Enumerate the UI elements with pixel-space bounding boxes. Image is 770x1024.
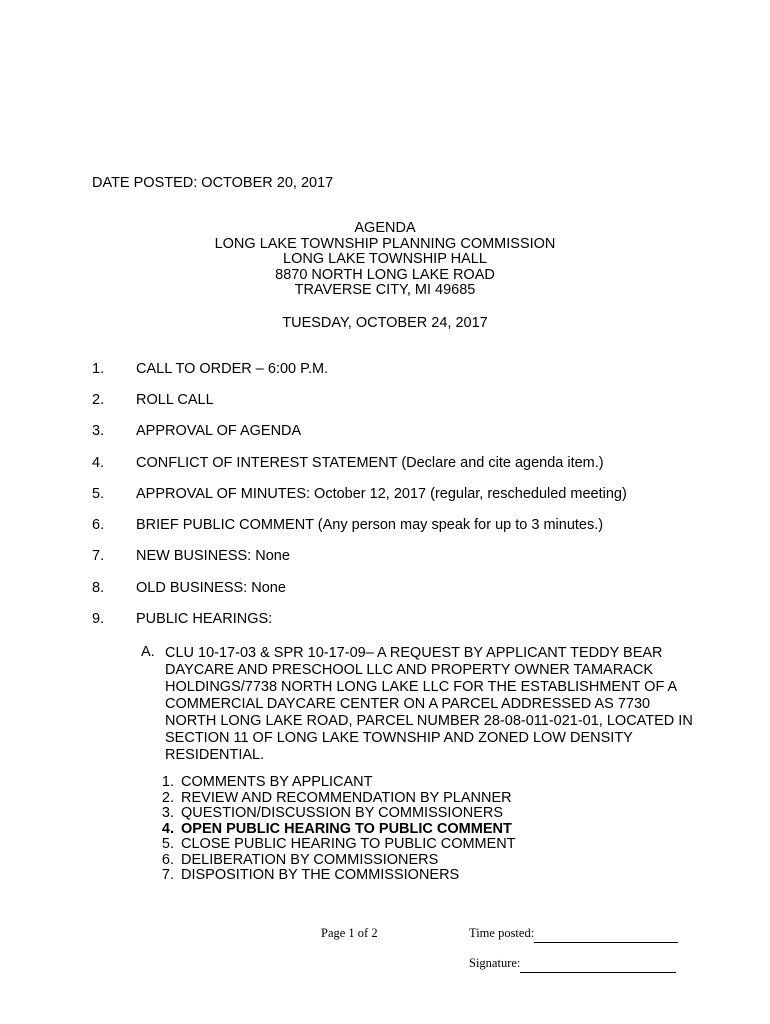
- date-posted: DATE POSTED: OCTOBER 20, 2017: [92, 175, 334, 191]
- item-number: 7.: [92, 548, 105, 564]
- venue-city: TRAVERSE CITY, MI 49685: [294, 282, 476, 298]
- hearing-line: COMMERCIAL DAYCARE CENTER ON A PARCEL ADDRESSED AS 7730: [165, 696, 651, 712]
- hearing-description: [165, 645, 705, 764]
- agenda-title: AGENDA: [354, 220, 416, 236]
- hearing-line: RESIDENTIAL.: [165, 747, 265, 763]
- time-posted-field: [469, 926, 678, 943]
- page-number: Page 1 of 2: [321, 926, 378, 940]
- step-number: 6.: [161, 851, 174, 868]
- agenda-header: [0, 221, 770, 299]
- venue-name: LONG LAKE TOWNSHIP HALL: [283, 251, 487, 267]
- step-number: 7.: [161, 867, 174, 883]
- item-text: NEW BUSINESS: None: [136, 548, 290, 564]
- hearing-letter: A.: [141, 644, 155, 660]
- item-text: BRIEF PUBLIC COMMENT (Any person may speak for up to 3 minutes.): [136, 517, 604, 533]
- hearing-line: NORTH LONG LAKE ROAD, PARCEL NUMBER 28-08-011-021-01, LOCATED IN: [165, 713, 693, 729]
- venue-street: 8870 NORTH LONG LAKE ROAD: [275, 266, 495, 283]
- item-number: 4.: [92, 455, 105, 471]
- item-text: CALL TO ORDER – 6:00 P.M.: [136, 361, 329, 377]
- signature-label: Signature:: [469, 956, 521, 970]
- item-number: 9.: [92, 611, 105, 627]
- organization-name: LONG LAKE TOWNSHIP PLANNING COMMISSION: [214, 235, 556, 252]
- item-number: 2.: [92, 392, 105, 408]
- item-text: CONFLICT OF INTEREST STATEMENT (Declare and cite agenda item.): [136, 455, 604, 471]
- step-text: DELIBERATION BY COMMISSIONERS: [181, 851, 439, 868]
- item-number: 8.: [92, 580, 105, 596]
- hearing-line: DAYCARE AND PRESCHOOL LLC AND PROPERTY OWNER TAMARACK: [165, 662, 654, 678]
- item-number: 6.: [92, 517, 105, 533]
- step-text: OPEN PUBLIC HEARING TO PUBLIC COMMENT: [181, 820, 512, 837]
- item-text: OLD BUSINESS: None: [136, 580, 286, 596]
- item-text: PUBLIC HEARINGS:: [136, 611, 273, 627]
- signature-blank-line: [520, 956, 676, 973]
- step-text: CLOSE PUBLIC HEARING TO PUBLIC COMMENT: [181, 836, 516, 852]
- step-number: 3.: [161, 805, 174, 821]
- item-number: 5.: [92, 486, 105, 502]
- item-number: 1.: [92, 361, 105, 377]
- step-number: 5.: [161, 836, 174, 852]
- hearing-line: HOLDINGS/7738 NORTH LONG LAKE LLC FOR THE ESTABLISHMENT OF A: [165, 679, 678, 695]
- step-text: REVIEW AND RECOMMENDATION BY PLANNER: [181, 789, 512, 806]
- item-text: APPROVAL OF MINUTES: October 12, 2017 (regular, rescheduled meeting): [136, 486, 627, 502]
- time-posted-label: Time posted:: [469, 926, 535, 940]
- step-text: QUESTION/DISCUSSION BY COMMISSIONERS: [181, 805, 504, 821]
- step-text: COMMENTS BY APPLICANT: [181, 774, 373, 790]
- meeting-date: TUESDAY, OCTOBER 24, 2017: [282, 315, 488, 331]
- item-number: 3.: [92, 423, 105, 439]
- item-text: ROLL CALL: [136, 392, 214, 408]
- time-posted-blank-line: [534, 926, 678, 943]
- step-number: 1.: [161, 774, 174, 790]
- hearing-line: CLU 10-17-03 & SPR 10-17-09– A REQUEST BY APPLICANT TEDDY BEAR: [165, 645, 663, 661]
- signature-field: [469, 956, 676, 973]
- step-number: 4.: [161, 820, 174, 837]
- item-text: APPROVAL OF AGENDA: [136, 423, 302, 439]
- step-number: 2.: [161, 789, 174, 806]
- step-text: DISPOSITION BY THE COMMISSIONERS: [181, 867, 460, 883]
- hearing-line: SECTION 11 OF LONG LAKE TOWNSHIP AND ZONED LOW DENSITY: [165, 730, 633, 746]
